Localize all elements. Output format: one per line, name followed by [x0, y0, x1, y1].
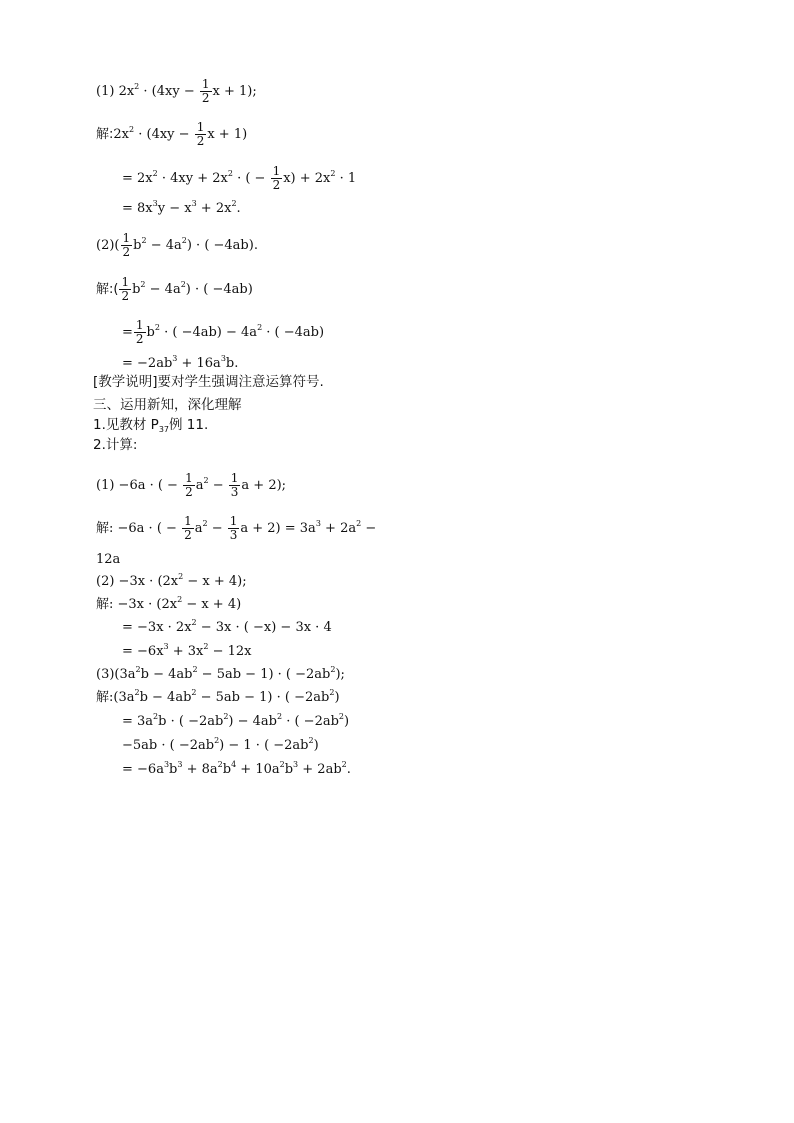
fraction: $\frac{1}{2}$ — [201, 77, 210, 105]
exercise-3-solution-1: 解$:(3a^2b - 4ab^2 - 5ab - 1)$ · ( $-2ab^2$) — [96, 688, 340, 705]
exercise-3-solution-2: = $3a^2b$ · ( $-2ab^2) - 4ab^2$ · ( $-2ab^2$) — [122, 712, 350, 729]
solution-2-line-3: = $-2ab^3 + 16a^3b$. — [122, 354, 239, 371]
solution-1-line-1: 解$:2x^2 \cdot (4xy$ − $\frac{1}{2}$ x + 1) — [96, 120, 248, 148]
fraction: $\frac{1}{2}$ — [196, 120, 205, 148]
exercise-3-solution-3: −5ab · ( $-2ab^2) - 1$ · ( $-2ab^2$) — [122, 736, 319, 753]
exercise-2-question: $(2) -3x \cdot (2x^2 - x + 4)$; — [96, 572, 247, 589]
exercise-1-solution-cont: 12a — [96, 552, 121, 567]
solution-1-line-3: = $8x^3y - x^3 + 2x^2$. — [122, 199, 241, 216]
question-2: (2)( $\frac{1}{2}$ $b^2 - 4a^2$) · ( −4ab). — [96, 231, 258, 259]
item-1: 1.见教材 $P_{37}$例 11. — [93, 417, 209, 434]
exercise-3-question: $(3)(3a^2b - 4ab^2 - 5ab - 1)$ · ( $-2ab^2$); — [96, 665, 345, 682]
fraction: $\frac{1}{2}$ — [185, 471, 193, 499]
item-2: 2.计算: — [93, 437, 138, 453]
question-1: (1) $2x^2 \cdot (4xy$ − $\frac{1}{2}$ x + 1); — [96, 77, 257, 105]
exercise-3-solution-4: = $-6a^3b^3 + 8a^2b^4 + 10a^2b^3 + 2ab^2$. — [122, 760, 351, 777]
fraction: $\frac{1}{2}$ — [122, 231, 131, 259]
solution-2-line-1: 解:( $\frac{1}{2}$ $b^2 - 4a^2$) · ( −4ab) — [96, 275, 253, 303]
solution-2-line-2: = $\frac{1}{2}$ $b^2$ · ( $-4ab) - 4a^2$ · ( −4ab) — [122, 318, 325, 346]
teaching-note: [教学说明]要对学生强调注意运算符号. — [93, 374, 324, 390]
fraction: $\frac{1}{2}$ — [184, 514, 192, 542]
fraction: $\frac{1}{2}$ — [135, 318, 144, 346]
exercise-2-solution-1: 解: $-3x \cdot (2x^2 - x + 4)$ — [96, 595, 242, 612]
exercise-1-question: (1) −6a · ( − $\frac{1}{2}$ $a^2$ − $\frac{1}{3}$ a + 2); — [96, 471, 287, 499]
fraction: $\frac{1}{2}$ — [121, 275, 130, 303]
exercise-1-solution: 解: −6a · ( − $\frac{1}{2}$ $a^2$ − $\frac{1}{3}$ $a + 2) = 3a^3 + 2a^2$ − — [96, 514, 377, 542]
solution-1-line-2: = $2x^2 \cdot 4xy + 2x^2$ · ( − $\frac{1}{2}$ $x) + 2x^2 \cdot 1$ — [122, 164, 357, 192]
exercise-2-solution-2: = $-3x \cdot 2x^2 - 3x$ · ( −x) − 3x · 4 — [122, 618, 332, 635]
exercise-2-solution-3: = $-6x^3 + 3x^2 - 12x$ — [122, 642, 252, 659]
fraction: $\frac{1}{2}$ — [272, 164, 281, 192]
section-heading-3: 三、运用新知，深化理解 — [93, 397, 242, 413]
fraction: $\frac{1}{3}$ — [230, 471, 239, 499]
fraction: $\frac{1}{3}$ — [229, 514, 238, 542]
